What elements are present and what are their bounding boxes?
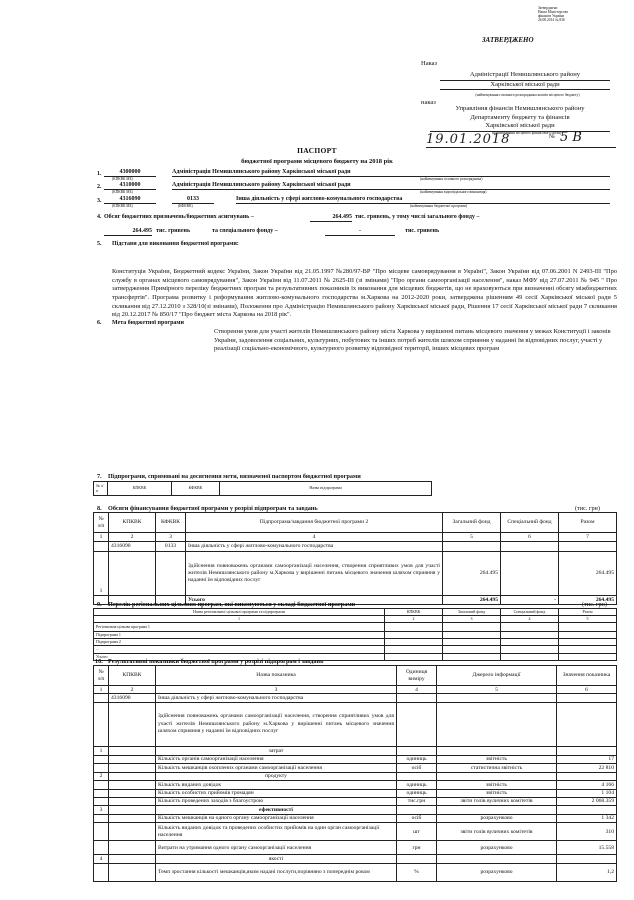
col-number: 6 bbox=[557, 686, 617, 694]
approval-stamp bbox=[538, 7, 618, 23]
group-number: 2 bbox=[94, 772, 109, 780]
indicator-name: Темп зростання кількості мешканців,яким надані послуги,порівняно з попереднім роком bbox=[156, 863, 397, 881]
col-header: Спеціальний фонд bbox=[501, 609, 559, 616]
org-line: Харківської міської ради bbox=[430, 122, 610, 132]
indicator-name: Кількість органів самоорганізації населення bbox=[156, 755, 397, 763]
section-number: 7. bbox=[97, 473, 102, 480]
col-number: 6 bbox=[501, 533, 559, 542]
total-special-cell: - bbox=[501, 596, 559, 605]
indicator-name: Витрати на утримання одного органу самоорганізації населення bbox=[156, 841, 397, 855]
volume-value: 264.495 bbox=[310, 214, 352, 222]
col-number: 3 bbox=[156, 533, 186, 542]
kpkvk-code: 4316090 bbox=[104, 196, 156, 204]
program-name: Інша діяльність у сфері житлово-комунального господарства bbox=[236, 196, 610, 204]
indicator-value: 15.558 bbox=[557, 841, 617, 855]
indicator-source: розрахунково bbox=[437, 863, 557, 881]
org-name: Адміністрація Немишлянського району Харківської міської ради bbox=[172, 169, 610, 177]
indicator-name: Кількість особистих прийомів громадян bbox=[156, 789, 397, 797]
unit-label: (тис. грн) bbox=[575, 505, 600, 512]
col-header: КПКВК bbox=[109, 513, 156, 533]
indicator-source: розрахунково bbox=[437, 814, 557, 822]
col-header: Підпрограма/завдання бюджетної програми 2 bbox=[186, 513, 443, 533]
col-number: 1 bbox=[94, 616, 385, 623]
col-number: 4 bbox=[186, 533, 443, 542]
col-number: 2 bbox=[109, 686, 156, 694]
caption: (найменування бюджетної програми) bbox=[410, 204, 468, 208]
col-header: Одиниця виміру bbox=[397, 666, 437, 686]
handwritten-date: 19.01.2018 bbox=[426, 132, 511, 147]
col-number: 1 bbox=[94, 533, 109, 542]
indicator-source: звіти голів вуличних комітетів bbox=[437, 823, 557, 841]
goal-text: Створення умов для участі жителів Немишлянського району міста Харкова у вирішенні питань місцевого значення у межах Конституції і законів України, задоволення соціальних, культурних, побутових та інших потреб жителів шляхом сприяння у наданні їм відповідних послуг, участі у реалізації соціально-економічного, культурного розвитку відповідної території, інших місцевих програм bbox=[214, 328, 611, 353]
indicator-unit: осіб bbox=[397, 814, 437, 822]
row-number: 1 bbox=[94, 552, 109, 596]
indicator-source: статистична звітність bbox=[437, 764, 557, 772]
program-name-cell: Інша діяльність у сфері житлово-комунального господарства bbox=[186, 542, 443, 552]
goal-label: Мета бюджетної програми bbox=[112, 320, 184, 326]
volume-rest: тис. гривень, у тому числі загального фонду – bbox=[355, 214, 480, 220]
indicator-group: якості bbox=[156, 855, 397, 863]
task-name-cell: Здійснення повноважень органами самоорганізації населення, створення сприятливих умов для участі жителів Немишлянського району м.Харкова у вирішенні питань місцевого значення шляхом сприяння у наданні їм відповідних послуг bbox=[186, 552, 443, 596]
number-label: № bbox=[549, 134, 555, 140]
table-row: Усього bbox=[94, 654, 385, 661]
indicator-unit: осіб bbox=[397, 764, 437, 772]
indicator-group: продукту bbox=[156, 772, 397, 780]
section-number: 8. bbox=[97, 505, 102, 512]
general-fund-value: 264.495 bbox=[104, 228, 152, 236]
special-fund-value: - bbox=[325, 228, 395, 236]
finance-org bbox=[430, 105, 610, 132]
total-label: Усього bbox=[186, 596, 443, 605]
col-number: 4 bbox=[501, 616, 559, 623]
col-number: 3 bbox=[156, 686, 397, 694]
indicator-name: Кількість проведених заходів з благоустрою bbox=[156, 797, 397, 805]
col-header: Джерело інформації bbox=[437, 666, 557, 686]
indicator-value: 310 bbox=[557, 823, 617, 841]
handwritten-number: 5 В bbox=[560, 130, 582, 145]
indicator-unit: тис.грн bbox=[397, 797, 437, 805]
item-number: 4. bbox=[97, 214, 102, 220]
kpkvk-cell: 4316090 bbox=[109, 542, 156, 552]
stamp-line: фінансів України bbox=[538, 13, 565, 18]
item-number: 1. bbox=[97, 171, 102, 177]
col-header: КПКВК bbox=[109, 666, 156, 686]
caption: (КПКВК МБ) bbox=[112, 190, 133, 194]
col-header: КПКВК bbox=[385, 609, 443, 616]
section-title: Обсяги фінансування бюджетної програми у розрізі підпрограм та завдань bbox=[108, 505, 318, 512]
indicator-name: Кількість мешканців охоплених органами самоорганізації населення bbox=[156, 764, 397, 772]
indicator-name: Кількість виданих довідок bbox=[156, 781, 397, 789]
group-number: 4 bbox=[94, 855, 109, 863]
table-row: Підпрограма 2 bbox=[94, 639, 385, 646]
kfkvk-cell: 0133 bbox=[156, 542, 186, 552]
col-header: № з/п bbox=[94, 513, 109, 533]
col-header: КФКВК bbox=[156, 513, 186, 533]
stamp-line: Наказ Міністерства bbox=[538, 9, 568, 14]
indicator-group: ефективності bbox=[156, 806, 397, 814]
indicator-source: звітність bbox=[437, 755, 557, 763]
item-number: 2. bbox=[97, 184, 102, 190]
special-fund-label: та спеціального фонду – bbox=[212, 228, 278, 234]
col-header: Разом bbox=[559, 513, 617, 533]
col-header: КПКВК bbox=[108, 482, 172, 496]
org-line: Управління фінансів Немишлянського району bbox=[455, 105, 585, 112]
indicator-value: 1 104 bbox=[557, 789, 617, 797]
caption: (КПКВК МБ) bbox=[112, 204, 133, 208]
indicator-name: Кількість мешканців на одного органу самоорганізації населення bbox=[156, 814, 397, 822]
stamp-line: 26.08.2014 № 836 bbox=[538, 17, 565, 22]
col-header: Назва підпрограми bbox=[220, 482, 432, 496]
basis-text: Конституція України, Бюджетний кодекс України, Закон України від 21.05.1997 №280/97-ВР "Про місцеве самоврядування в Україні", Закон України від 07.06.2001 N 2493-III "Про службу в органах місцевого самоврядування", Закон України від 11.07.2011 № 2625-III (зі змінами) "Про органи самоорганізації населення", наказ МФУ від 27.07.2011 № 945 " Про затвердження Примірного переліку бюджетних програм та результативних показників їх виконання для місцевих бюджетів, що не враховуються при визначенні обсягу міжбюджетних трансфертів". Програма розвитку і реформування житлово-комунального господарства м.Харкова на 2012-2020 роки, затверджена рішенням 49 сесії Харківської міської ради 5 скликання від 27.12.2010 з 328/10(зі змінами), Положення про Адміністрацію Немишлянського району Харківської міської ради, Рішення 17 сесії Харківської міської ради 7 скликання від 20.12.2017 № 850/17 "Про бюджет міста Харкова на 2018 рік". bbox=[112, 268, 617, 319]
indicator-unit: грн bbox=[397, 841, 437, 855]
program-name-cell: Інша діяльність у сфері житлово-комунального господарства bbox=[156, 694, 397, 702]
indicators-table bbox=[93, 665, 617, 882]
kpkvk-code: 4310000 bbox=[104, 182, 156, 190]
unit-label: (тис. грн) bbox=[582, 601, 607, 608]
indicator-source: звіти голів вуличних комітетів bbox=[437, 797, 557, 805]
chief-manager-org bbox=[440, 71, 610, 90]
col-header: № з/п bbox=[94, 666, 109, 686]
regional-programs-table bbox=[93, 608, 617, 661]
special-fund-unit: тис. гривень bbox=[405, 228, 440, 234]
indicator-value: 22 810 bbox=[557, 764, 617, 772]
section-number: 9. bbox=[97, 601, 102, 608]
group-number: 1 bbox=[94, 746, 109, 755]
table-row: ... bbox=[94, 646, 385, 654]
org-caption: (найменування місцевого фінансового органу) bbox=[491, 131, 564, 135]
caption: (найменування головного розпорядника) bbox=[420, 177, 483, 181]
col-number: 2 bbox=[385, 616, 443, 623]
item-number: 6. bbox=[97, 320, 102, 326]
table-row: Регіональна цільова програма 1 bbox=[94, 623, 385, 632]
approved-label: ЗАТВЕРДЖЕНО bbox=[482, 36, 534, 44]
col-number: 4 bbox=[397, 686, 437, 694]
col-number: 1 bbox=[94, 686, 109, 694]
caption: (КФКВК) bbox=[178, 204, 193, 208]
col-header: Загальний фонд bbox=[443, 513, 501, 533]
nakaz2-label: наказ bbox=[421, 99, 436, 106]
col-number: 2 bbox=[109, 533, 156, 542]
col-header: Значення показника bbox=[557, 666, 617, 686]
basis-label: Підстави для виконання бюджетної програми: bbox=[112, 241, 239, 247]
stamp-line: Затверджено bbox=[538, 6, 558, 10]
indicator-value: 4 166 bbox=[557, 781, 617, 789]
task-name-cell: Здійснення повноважень органами самоорганізації населення, створення сприятливих умов для участі жителів Немишлянського району м.Харкова у вирішенні питань місцевого значення шляхом сприяння у наданні їм відповідних послуг bbox=[156, 702, 397, 746]
col-number: 7 bbox=[559, 533, 617, 542]
indicator-group: затрат bbox=[156, 746, 397, 755]
section-title: Підпрограми, спрямовані на досягнення мети, визначеної паспортом бюджетної програми bbox=[108, 473, 361, 480]
indicator-unit: одиниць bbox=[397, 789, 437, 797]
section-number: 10. bbox=[95, 658, 103, 665]
org-name: Адміністрація Немишлянського району Харківської міської ради bbox=[172, 182, 610, 190]
total-total-cell: 264.495 bbox=[559, 596, 617, 605]
kpkvk-code: 4300000 bbox=[104, 169, 156, 177]
col-header: Назва показника bbox=[156, 666, 397, 686]
subprograms-table bbox=[93, 481, 432, 496]
page-title: ПАСПОРТ bbox=[297, 146, 337, 155]
col-number: 5 bbox=[437, 686, 557, 694]
section-title: Перелік регіональних цільових програм, які виконуються у складі бюджетної програми bbox=[108, 601, 356, 608]
org-line: Харківської міської ради bbox=[440, 81, 610, 91]
indicator-source: розрахунково bbox=[437, 841, 557, 855]
section-title: Результативні показники бюджетної програми у розрізі підпрограм і завдань bbox=[108, 658, 324, 665]
org-line: Департаменту бюджету та фінансів bbox=[470, 113, 570, 121]
table-row: Підпрограма 1 bbox=[94, 632, 385, 639]
caption: (найменування відповідального виконавця) bbox=[420, 190, 487, 194]
col-header: КФКВК bbox=[172, 482, 220, 496]
indicator-value: 17 bbox=[557, 755, 617, 763]
group-number: 3 bbox=[94, 806, 109, 814]
indicator-unit: шт bbox=[397, 823, 437, 841]
indicator-value: 1,2 bbox=[557, 863, 617, 881]
financing-table bbox=[93, 512, 617, 605]
col-header: Назва регіональної цільової програми та підпрограми bbox=[94, 609, 385, 616]
indicator-source: звітність bbox=[437, 781, 557, 789]
item-number: 3. bbox=[97, 198, 102, 204]
col-number: 3 bbox=[443, 616, 501, 623]
item-number: 5. bbox=[97, 241, 102, 247]
col-header: Разом bbox=[559, 609, 617, 616]
indicator-unit: одиниць bbox=[397, 755, 437, 763]
col-header: Спеціальний фонд bbox=[501, 513, 559, 533]
volume-label: Обсяг бюджетних призначень/бюджетних асигнувань – bbox=[104, 214, 254, 220]
col-number: 5 bbox=[443, 533, 501, 542]
col-number: 5 bbox=[559, 616, 617, 623]
page-subtitle: бюджетної програми місцевого бюджету на 2018 рік bbox=[241, 158, 393, 165]
indicator-value: 1 342 bbox=[557, 814, 617, 822]
kfkvk-code: 0133 bbox=[172, 196, 214, 204]
indicator-unit: одиниць bbox=[397, 781, 437, 789]
caption: (КПКВК МБ) bbox=[112, 177, 133, 181]
org-caption: (найменування головного розпорядника коштів місцевого бюджету) bbox=[475, 93, 580, 97]
total-general-cell: 264.495 bbox=[443, 596, 501, 605]
general-fund-unit: тис. гривень bbox=[156, 228, 191, 234]
org-line: Адміністрації Немишлянського району bbox=[440, 71, 610, 81]
indicator-value: 2 068.359 bbox=[557, 797, 617, 805]
indicator-name: Кількість виданих довідок та проведених особистих прийомів на один орган самоорганізації населення bbox=[156, 823, 397, 841]
col-header: № з/п bbox=[94, 482, 108, 496]
nakaz-label: Наказ bbox=[421, 60, 438, 67]
general-fund-cell: 264.495 bbox=[443, 552, 501, 596]
col-header: Загальний фонд bbox=[443, 609, 501, 616]
indicator-unit: % bbox=[397, 863, 437, 881]
total-cell: 264.495 bbox=[559, 552, 617, 596]
indicator-source: звітність bbox=[437, 789, 557, 797]
kpkvk-cell: 4316090 bbox=[109, 694, 156, 702]
